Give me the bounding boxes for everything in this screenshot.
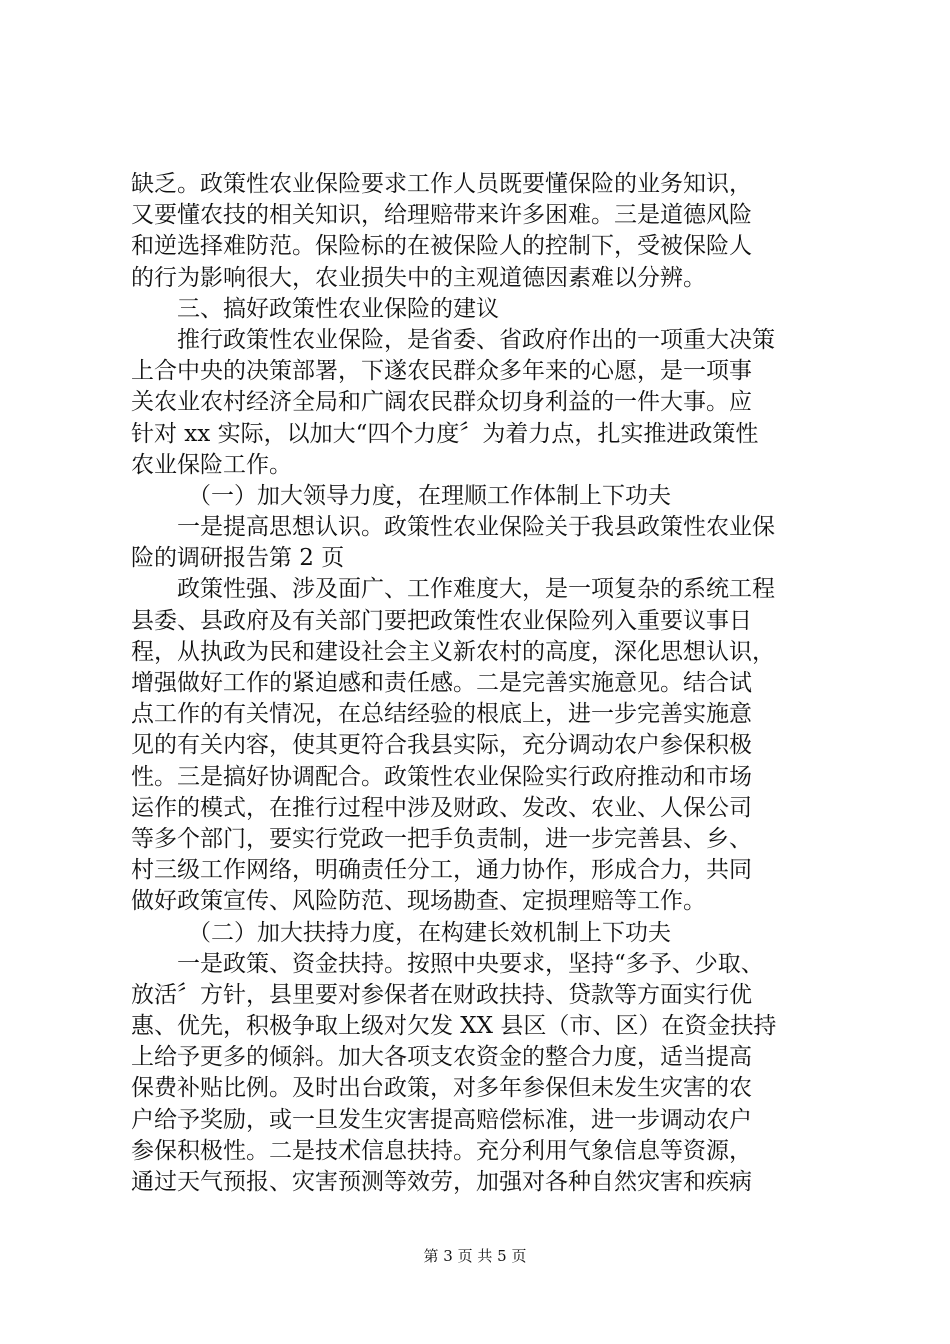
text-line: 增强做好工作的紧迫感和责任感。二是完善实施意见。结合试 [131, 670, 752, 696]
paragraph-start-line: 推行政策性农业保险，是省委、省政府作出的一项重大决策 [177, 326, 775, 353]
text-line: 等多个部门，要实行党政一把手负责制，进一步完善县、乡、 [131, 825, 752, 852]
text-line: 上给予更多的倾斜。加大各项支农资金的整合力度，适当提高 [131, 1044, 752, 1071]
section-heading: 三、搞好政策性农业保险的建议 [177, 295, 499, 322]
text-line: 上合中央的决策部署，下遂农民群众多年来的心愿，是一项事 [131, 358, 752, 385]
text-line: 户给予奖励，或一旦发生灾害提高赔偿标准，进一步调动农户 [131, 1106, 752, 1133]
paragraph-start-line: 一是提高思想认识。政策性农业保险关于我县政策性农业保 [177, 514, 775, 541]
text-line: 又要懂农技的相关知识，给理赔带来许多困难。三是道德风险 [131, 202, 752, 229]
text-line: 做好政策宣传、风险防范、现场勘查、定损理赔等工作。 [131, 888, 706, 915]
text-line: 险的调研报告第 2 页 [131, 545, 345, 572]
text-line: 参保积极性。二是技术信息扶持。充分利用气象信息等资源， [131, 1137, 752, 1164]
text-line: 村三级工作网络，明确责任分工，通力协作，形成合力，共同 [131, 857, 752, 884]
text-line: 惠、优先，积极争取上级对欠发 XX 县区（市、区）在资金扶持 [131, 1013, 777, 1040]
subsection-heading: （一）加大领导力度，在理顺工作体制上下功夫 [188, 482, 671, 509]
text-line: 农业保险工作。 [131, 451, 292, 478]
text-line: 关农业农村经济全局和广阔农民群众切身利益的一件大事。应 [131, 389, 752, 416]
text-line: 县委、县政府及有关部门要把政策性农业保险列入重要议事日 [131, 607, 752, 634]
subsection-heading: （二）加大扶持力度，在构建长效机制上下功夫 [188, 919, 671, 946]
page-number-footer: 第 3 页 共 5 页 [423, 1247, 527, 1265]
document-body [131, 169, 831, 1198]
text-line: 保费补贴比例。及时出台政策，对多年参保但未发生灾害的农 [131, 1075, 752, 1102]
text-line: 放活〞方针，县里要对参保者在财政扶持、贷款等方面实行优 [131, 981, 752, 1008]
paragraph-start-line: 政策性强、涉及面广、工作难度大，是一项复杂的系统工程 [177, 576, 775, 603]
paragraph-start-line: 一是政策、资金扶持。按照中央要求，坚持“多予、少取、 [177, 950, 764, 977]
text-line: 和逆选择难防范。保险标的在被保险人的控制下，受被保险人 [131, 233, 752, 260]
text-line: 见的有关内容，使其更符合我县实际，充分调动农户参保积极 [131, 732, 752, 759]
text-line: 程，从执政为民和建设社会主义新农村的高度，深化思想认识， [131, 638, 775, 665]
text-line: 性。三是搞好协调配合。政策性农业保险实行政府推动和市场 [131, 763, 752, 790]
text-line: 针对 xx 实际，以加大“四个力度〞为着力点，扎实推进政策性 [131, 420, 759, 447]
text-line: 缺乏。政策性农业保险要求工作人员既要懂保险的业务知识， [131, 171, 752, 197]
text-line: 的行为影响很大，农业损失中的主观道德因素难以分辨。 [131, 264, 706, 291]
text-line: 运作的模式，在推行过程中涉及财政、发改、农业、人保公司 [131, 794, 752, 821]
text-line: 通过天气预报、灾害预测等效劳，加强对各种自然灾害和疾病 [131, 1169, 752, 1195]
text-line: 点工作的有关情况，在总结经验的根底上，进一步完善实施意 [131, 701, 752, 728]
